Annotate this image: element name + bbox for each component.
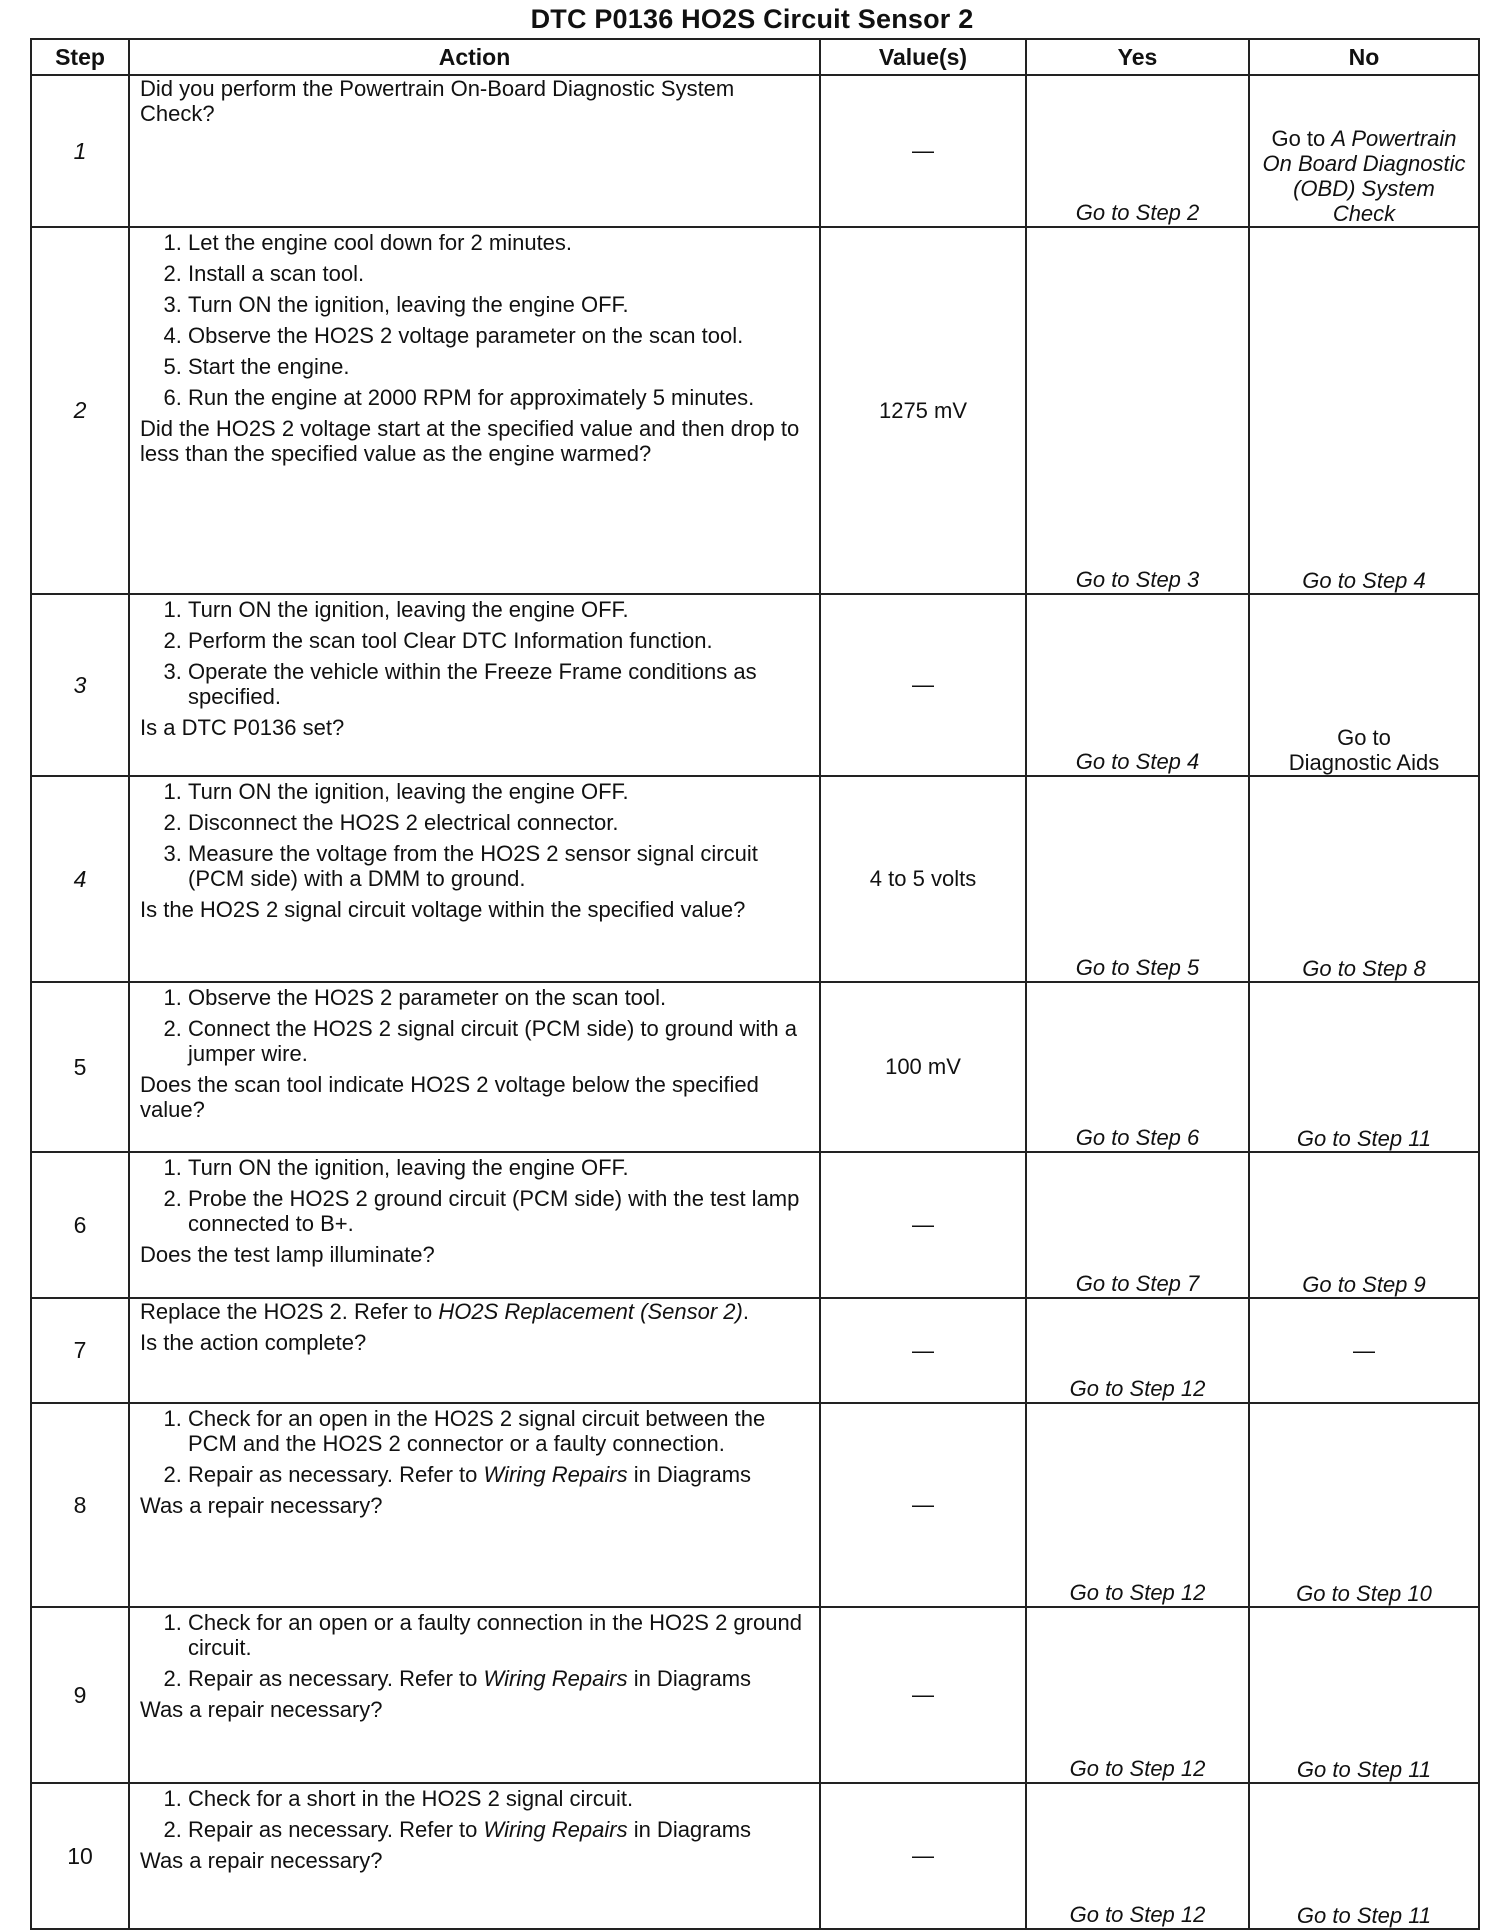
step-number: 9: [31, 1607, 129, 1783]
action-question: Is a DTC P0136 set?: [140, 715, 345, 740]
step-number: 7: [31, 1298, 129, 1403]
yes-link[interactable]: Go to Step 5: [1026, 776, 1249, 982]
action-steps: [140, 1786, 809, 1842]
no-link[interactable]: Go to Step 8: [1249, 776, 1479, 982]
action-steps: [140, 1155, 809, 1236]
reference-link[interactable]: Wiring Repairs: [483, 1462, 628, 1487]
value-cell: 4 to 5 volts: [820, 776, 1026, 982]
yes-link[interactable]: Go to Step 2: [1026, 75, 1249, 227]
header-no: No: [1249, 39, 1479, 75]
diagnostic-table: [30, 38, 1480, 1930]
table-row: [31, 1783, 1479, 1929]
list-item: 6. Run the engine at 2000 RPM for approximately 5 minutes.: [188, 385, 809, 410]
action-cell: [129, 776, 820, 982]
step-number: 2: [31, 227, 129, 594]
header-yes: Yes: [1026, 39, 1249, 75]
step-number: 1: [31, 75, 129, 227]
list-item: 2. Disconnect the HO2S 2 electrical connector.: [188, 810, 809, 835]
action-intro: Replace the HO2S 2. Refer to HO2S Replacement (Sensor 2).: [140, 1299, 749, 1324]
table-row: [31, 1607, 1479, 1783]
table-row: [31, 227, 1479, 594]
list-item: 1. Let the engine cool down for 2 minutes.: [188, 230, 809, 255]
header-row: [31, 39, 1479, 75]
yes-link[interactable]: Go to Step 7: [1026, 1152, 1249, 1298]
step-number: 6: [31, 1152, 129, 1298]
table-row: [31, 1403, 1479, 1607]
yes-link[interactable]: Go to Step 12: [1026, 1298, 1249, 1403]
value-cell: —: [820, 1298, 1026, 1403]
action-steps: [140, 985, 809, 1066]
header-step: Step: [31, 39, 129, 75]
list-item: 1. Observe the HO2S 2 parameter on the scan tool.: [188, 985, 809, 1010]
action-question: Does the scan tool indicate HO2S 2 voltage below the specified value?: [140, 1072, 759, 1122]
table-row: [31, 1152, 1479, 1298]
action-cell: [129, 1403, 820, 1607]
list-item: 1. Turn ON the ignition, leaving the engine OFF.: [188, 1155, 809, 1180]
no-link[interactable]: Go to Step 4: [1249, 227, 1479, 594]
list-item: 2. Repair as necessary. Refer to Wiring Repairs in Diagrams: [188, 1817, 809, 1842]
list-item: 5. Start the engine.: [188, 354, 809, 379]
no-link[interactable]: Go to Step 11: [1249, 982, 1479, 1152]
yes-link[interactable]: Go to Step 4: [1026, 594, 1249, 776]
yes-link[interactable]: Go to Step 6: [1026, 982, 1249, 1152]
action-question: Is the HO2S 2 signal circuit voltage within the specified value?: [140, 897, 746, 922]
list-item: 1. Check for a short in the HO2S 2 signal circuit.: [188, 1786, 809, 1811]
list-item: 1. Turn ON the ignition, leaving the engine OFF.: [188, 597, 809, 622]
action-cell: [129, 75, 820, 227]
table-row: [31, 75, 1479, 227]
action-steps: [140, 1406, 809, 1487]
value-cell: —: [820, 75, 1026, 227]
list-item: 2. Repair as necessary. Refer to Wiring Repairs in Diagrams: [188, 1666, 809, 1691]
header-values: Value(s): [820, 39, 1026, 75]
list-item: 4. Observe the HO2S 2 voltage parameter on the scan tool.: [188, 323, 809, 348]
action-cell: [129, 982, 820, 1152]
step-number: 10: [31, 1783, 129, 1929]
no-link[interactable]: Go to Step 11: [1249, 1783, 1479, 1929]
action-cell: [129, 1607, 820, 1783]
step-number: 3: [31, 594, 129, 776]
action-question: Was a repair necessary?: [140, 1848, 383, 1873]
step-number: 4: [31, 776, 129, 982]
table-row: [31, 594, 1479, 776]
list-item: 3. Turn ON the ignition, leaving the engine OFF.: [188, 292, 809, 317]
action-question: Was a repair necessary?: [140, 1697, 383, 1722]
no-link: —: [1249, 1298, 1479, 1403]
action-cell: [129, 1152, 820, 1298]
action-steps: [140, 597, 809, 709]
action-steps: [140, 779, 809, 891]
step-number: 8: [31, 1403, 129, 1607]
list-item: 1. Check for an open or a faulty connection in the HO2S 2 ground circuit.: [188, 1610, 809, 1660]
list-item: 2. Install a scan tool.: [188, 261, 809, 286]
action-cell: [129, 227, 820, 594]
value-cell: —: [820, 1783, 1026, 1929]
table-row: [31, 982, 1479, 1152]
no-link[interactable]: Go to Diagnostic Aids: [1249, 594, 1479, 776]
value-cell: 1275 mV: [820, 227, 1026, 594]
value-cell: —: [820, 1152, 1026, 1298]
yes-link[interactable]: Go to Step 3: [1026, 227, 1249, 594]
list-item: 1. Turn ON the ignition, leaving the engine OFF.: [188, 779, 809, 804]
yes-link[interactable]: Go to Step 12: [1026, 1783, 1249, 1929]
reference-link[interactable]: HO2S Replacement (Sensor 2): [438, 1299, 743, 1324]
action-question: Does the test lamp illuminate?: [140, 1242, 435, 1267]
step-number: 5: [31, 982, 129, 1152]
action-question: Is the action complete?: [140, 1330, 367, 1355]
reference-link[interactable]: Wiring Repairs: [483, 1817, 628, 1842]
header-action: Action: [129, 39, 820, 75]
list-item: 3. Operate the vehicle within the Freeze Frame conditions as specified.: [188, 659, 809, 709]
reference-link[interactable]: Wiring Repairs: [483, 1666, 628, 1691]
action-cell: [129, 1298, 820, 1403]
action-steps: [140, 230, 809, 410]
no-link[interactable]: Go to A Powertrain On Board Diagnostic (OBD) System Check: [1249, 75, 1479, 227]
list-item: 2. Repair as necessary. Refer to Wiring Repairs in Diagrams: [188, 1462, 809, 1487]
action-steps: [140, 1610, 809, 1691]
yes-link[interactable]: Go to Step 12: [1026, 1607, 1249, 1783]
table-row: [31, 776, 1479, 982]
action-cell: [129, 1783, 820, 1929]
table-row: [31, 1298, 1479, 1403]
no-link[interactable]: Go to Step 11: [1249, 1607, 1479, 1783]
list-item: 2. Connect the HO2S 2 signal circuit (PCM side) to ground with a jumper wire.: [188, 1016, 809, 1066]
action-question: Was a repair necessary?: [140, 1493, 383, 1518]
page-title: DTC P0136 HO2S Circuit Sensor 2: [530, 4, 974, 34]
no-link[interactable]: Go to Step 10: [1249, 1403, 1479, 1607]
action-question: Did you perform the Powertrain On-Board Diagnostic System Check?: [140, 76, 735, 126]
value-cell: —: [820, 594, 1026, 776]
value-cell: —: [820, 1607, 1026, 1783]
value-cell: 100 mV: [820, 982, 1026, 1152]
list-item: 2. Perform the scan tool Clear DTC Information function.: [188, 628, 809, 653]
list-item: 2. Probe the HO2S 2 ground circuit (PCM side) with the test lamp connected to B+.: [188, 1186, 809, 1236]
yes-link[interactable]: Go to Step 12: [1026, 1403, 1249, 1607]
no-link[interactable]: Go to Step 9: [1249, 1152, 1479, 1298]
action-cell: [129, 594, 820, 776]
action-question: Did the HO2S 2 voltage start at the specified value and then drop to less than the specified value as the engine warmed?: [140, 416, 800, 466]
value-cell: —: [820, 1403, 1026, 1607]
list-item: 1. Check for an open in the HO2S 2 signal circuit between the PCM and the HO2S 2 connector or a faulty connection.: [188, 1406, 809, 1456]
list-item: 3. Measure the voltage from the HO2S 2 sensor signal circuit (PCM side) with a DMM to ground.: [188, 841, 809, 891]
